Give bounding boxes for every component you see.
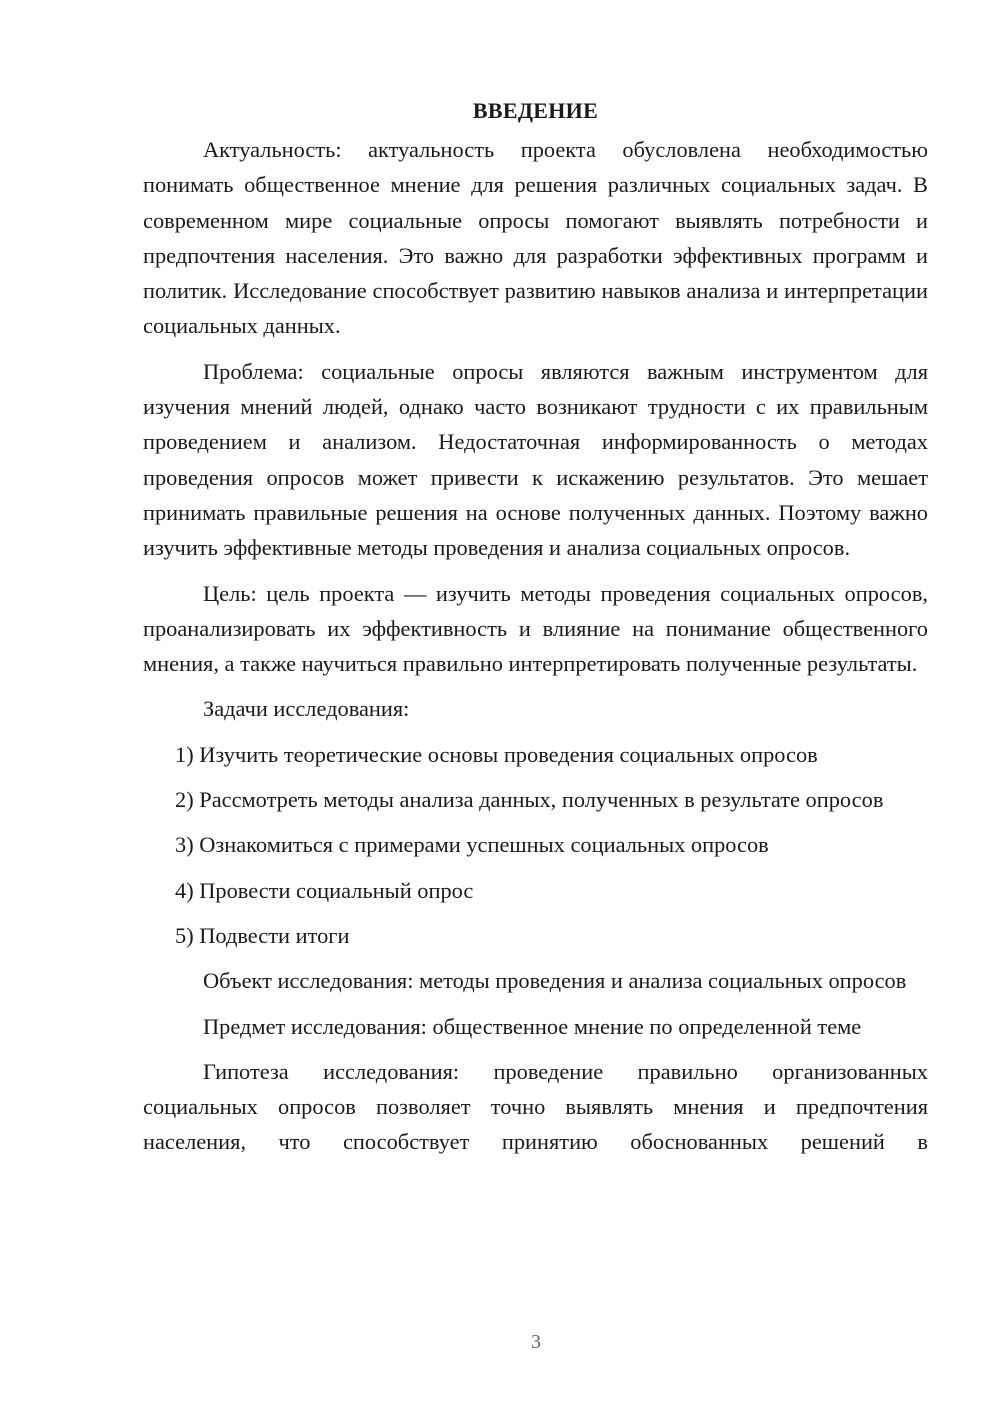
- page-title: ВВЕДЕНИЕ: [472, 98, 599, 123]
- task-item-5: 5) Подвести итоги: [175, 922, 350, 948]
- task-item-4: 4) Провести социальный опрос: [175, 877, 474, 903]
- hypothesis-paragraph: Гипотеза исследования: проведение правильно организованных социальных опросов позволяет точно выявлять мнения и предпочтения населения, что способствует принятию обоснованных решений в: [143, 1058, 928, 1155]
- tasks-heading: Задачи исследования:: [203, 696, 410, 722]
- task-item-3: 3) Ознакомиться с примерами успешных социальных опросов: [175, 832, 769, 858]
- subject-paragraph: Предмет исследования: общественное мнение по определенной теме: [203, 1013, 862, 1039]
- task-item-2: 2) Рассмотреть методы анализа данных, полученных в результате опросов: [175, 787, 884, 813]
- goal-paragraph: Цель: цель проекта — изучить методы проведения социальных опросов, проанализировать их эффективность и влияние на понимание общественного мнения, а также научиться правильно интерпретировать полученные результаты.: [143, 580, 928, 677]
- document-page: [143, 92, 928, 1170]
- problem-paragraph: Проблема: социальные опросы являются важным инструментом для изучения мнений людей, однако часто возникают трудности с их правильным проведением и анализом. Недостаточная информированность о методах проведения опросов может привести к искажению результатов. Это мешает принимать правильные решения на основе полученных данных. Поэтому важно изучить эффективные методы проведения и анализа социальных опросов.: [143, 358, 928, 561]
- task-item-1: 1) Изучить теоретические основы проведения социальных опросов: [175, 741, 818, 767]
- relevance-paragraph: Актуальность: актуальность проекта обусловлена необходимостью понимать общественное мнение для решения различных социальных задач. В современном мире социальные опросы помогают выявлять потребности и предпочтения населения. Это важно для разработки эффективных программ и политик. Исследование способствует развитию навыков анализа и интерпретации социальных данных.: [143, 137, 928, 339]
- page-number: 3: [531, 1331, 541, 1353]
- object-paragraph: Объект исследования: методы проведения и анализа социальных опросов: [203, 968, 907, 994]
